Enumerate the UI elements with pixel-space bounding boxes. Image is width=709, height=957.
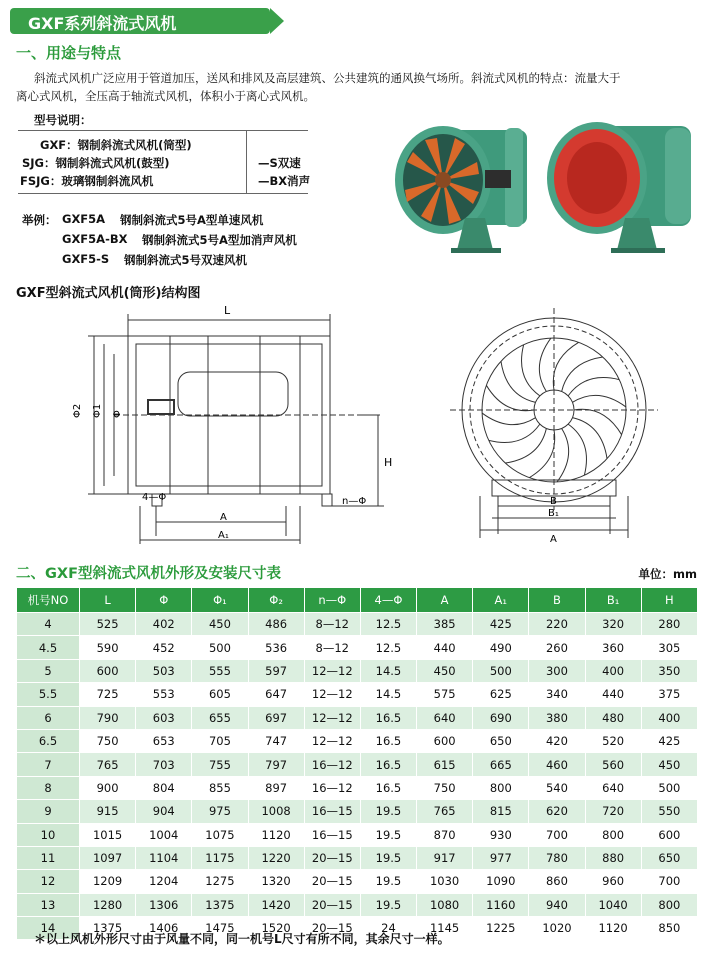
fan-photo-red — [545, 118, 705, 258]
table-cell: 765 — [417, 800, 473, 823]
table-cell: 750 — [417, 776, 473, 799]
title-banner — [10, 8, 270, 34]
table-cell: 1080 — [417, 893, 473, 916]
table-cell: 9 — [17, 800, 80, 823]
table-cell: 650 — [473, 729, 529, 752]
table-cell: 800 — [585, 823, 641, 846]
label-A1: A₁ — [218, 530, 229, 541]
table-cell: 553 — [136, 683, 192, 706]
label-nphi: n—Φ — [342, 496, 367, 507]
blade-line — [529, 430, 554, 478]
model-gxf: GXF：钢制斜流式风机(筒型) — [40, 138, 192, 152]
table-cell: 305 — [641, 636, 697, 659]
label-A: A — [220, 512, 227, 523]
table-cell: 575 — [417, 683, 473, 706]
table-cell: 800 — [641, 893, 697, 916]
table-header-cell: B — [529, 588, 585, 613]
table-cell: 480 — [585, 706, 641, 729]
table-row — [17, 683, 698, 706]
label-L: L — [224, 304, 231, 317]
table-cell: 603 — [136, 706, 192, 729]
example-desc-3: 钢制斜流式5号双速风机 — [124, 253, 248, 267]
table-cell: 615 — [417, 753, 473, 776]
table-cell: 1475 — [192, 917, 248, 940]
label-4phi: 4—Φ — [142, 492, 167, 503]
table-cell: 19.5 — [360, 893, 416, 916]
table-header-cell: B₁ — [585, 588, 641, 613]
table-cell: 1120 — [248, 823, 304, 846]
table-cell: 12—12 — [304, 729, 360, 752]
blade-line — [557, 428, 569, 481]
table-row — [17, 636, 698, 659]
table-row — [17, 659, 698, 682]
example-code-3: GXF5-S — [62, 252, 110, 266]
table-cell: 600 — [417, 729, 473, 752]
table-cell: 12—12 — [304, 706, 360, 729]
table-cell: 375 — [641, 683, 697, 706]
table-cell: 16—12 — [304, 753, 360, 776]
table-cell: 16.5 — [360, 776, 416, 799]
table-cell: 20—15 — [304, 893, 360, 916]
table-cell: 20—15 — [304, 846, 360, 869]
table-cell: 260 — [529, 636, 585, 659]
table-cell: 420 — [529, 729, 585, 752]
table-cell: 1145 — [417, 917, 473, 940]
table-cell: 16—15 — [304, 800, 360, 823]
table-cell: 1097 — [80, 846, 136, 869]
table-cell: 360 — [585, 636, 641, 659]
table-header-row — [17, 588, 698, 613]
table-cell: 4 — [17, 613, 80, 636]
table-cell: 640 — [585, 776, 641, 799]
table-cell: 697 — [248, 706, 304, 729]
table-cell: 1220 — [248, 846, 304, 869]
table-cell: 897 — [248, 776, 304, 799]
table-cell: 13 — [17, 893, 80, 916]
table-cell: 385 — [417, 613, 473, 636]
table-cell: 780 — [529, 846, 585, 869]
model-sjg: SJG：钢制斜流式风机(鼓型) — [22, 156, 170, 170]
blade-line — [489, 424, 540, 442]
table-cell: 8—12 — [304, 636, 360, 659]
table-cell: 14.5 — [360, 683, 416, 706]
table-cell: 520 — [585, 729, 641, 752]
table-cell: 930 — [473, 823, 529, 846]
blade-line — [574, 409, 622, 434]
table-cell: 5.5 — [17, 683, 80, 706]
section1-title: 一、用途与特点 — [16, 44, 122, 62]
label-phi1: Φ1 — [92, 403, 103, 418]
table-cell: 690 — [473, 706, 529, 729]
table-header-cell: A₁ — [473, 588, 529, 613]
table-header-cell: 4—Φ — [360, 588, 416, 613]
table-cell: 6.5 — [17, 729, 80, 752]
table-cell: 1306 — [136, 893, 192, 916]
table-cell: 917 — [417, 846, 473, 869]
table-row — [17, 753, 698, 776]
table-cell: 720 — [585, 800, 641, 823]
table-cell: 977 — [473, 846, 529, 869]
table-cell: 1020 — [529, 917, 585, 940]
table-cell: 525 — [80, 613, 136, 636]
table-cell: 300 — [529, 659, 585, 682]
table-cell: 790 — [80, 706, 136, 729]
table-cell: 11 — [17, 846, 80, 869]
label-phi2: Φ2 — [72, 403, 83, 418]
table-cell: 860 — [529, 870, 585, 893]
table-cell: 975 — [192, 800, 248, 823]
blade-line — [572, 395, 625, 407]
table-cell: 804 — [136, 776, 192, 799]
table-cell: 486 — [248, 613, 304, 636]
table-cell: 904 — [136, 800, 192, 823]
table-cell: 12.5 — [360, 636, 416, 659]
table-cell: 625 — [473, 683, 529, 706]
table-cell: 12.5 — [360, 613, 416, 636]
table-cell: 900 — [80, 776, 136, 799]
unit-label: 单位：mm — [638, 567, 697, 581]
table-cell: 24 — [360, 917, 416, 940]
table-cell: 500 — [473, 659, 529, 682]
table-cell: 655 — [192, 706, 248, 729]
table-cell: 5 — [17, 659, 80, 682]
table-cell: 1375 — [80, 917, 136, 940]
blade-line — [486, 385, 534, 410]
intro-line1: 斜流式风机广泛应用于管道加压，送风和排风及高层建筑、公共建筑的通风换气场所。斜流式风机的特点：流量大于 — [34, 71, 621, 85]
table-cell: 620 — [529, 800, 585, 823]
table-cell: 425 — [641, 729, 697, 752]
blade-line — [522, 345, 540, 396]
table-cell: 1420 — [248, 893, 304, 916]
table-cell: 19.5 — [360, 800, 416, 823]
table-cell: 960 — [585, 870, 641, 893]
table-cell: 665 — [473, 753, 529, 776]
label-A-front: A — [550, 534, 557, 545]
table-cell: 750 — [80, 729, 136, 752]
table-cell: 16.5 — [360, 706, 416, 729]
suffix-s: —S双速 — [258, 156, 301, 170]
footnote: ＊以上风机外形尺寸由于风量不同，同一机号L尺寸有所不同，其余尺寸一样。 — [34, 932, 450, 946]
table-cell: 700 — [529, 823, 585, 846]
blade-line — [568, 378, 619, 396]
table-cell: 765 — [80, 753, 136, 776]
table-header-cell: H — [641, 588, 697, 613]
model-box — [18, 130, 311, 194]
table-cell: 870 — [417, 823, 473, 846]
section2-title: 二、GXF型斜流式风机外形及安装尺寸表 — [16, 566, 281, 582]
table-cell: 320 — [585, 613, 641, 636]
table-cell: 700 — [641, 870, 697, 893]
table-cell: 1015 — [80, 823, 136, 846]
blade-line — [562, 357, 603, 392]
blade-line — [553, 342, 578, 390]
example-code-2: GXF5A-BX — [62, 232, 128, 246]
table-header-cell: n—Φ — [304, 588, 360, 613]
table-row — [17, 823, 698, 846]
table-cell: 1275 — [192, 870, 248, 893]
blade-line — [539, 338, 551, 391]
table-cell: 16—15 — [304, 823, 360, 846]
table-cell: 1004 — [136, 823, 192, 846]
model-label: 型号说明： — [34, 113, 92, 127]
table-cell: 16.5 — [360, 729, 416, 752]
table-body — [17, 613, 698, 940]
table-cell: 1225 — [473, 917, 529, 940]
table-cell: 915 — [80, 800, 136, 823]
table-cell: 19.5 — [360, 846, 416, 869]
table-row — [17, 846, 698, 869]
table-row — [17, 776, 698, 799]
table-cell: 20—15 — [304, 870, 360, 893]
table-header-cell: Φ₂ — [248, 588, 304, 613]
table-cell: 452 — [136, 636, 192, 659]
table-cell: 703 — [136, 753, 192, 776]
table-cell: 640 — [417, 706, 473, 729]
table-cell: 1030 — [417, 870, 473, 893]
table-cell: 1104 — [136, 846, 192, 869]
table-cell: 10 — [17, 823, 80, 846]
table-cell: 1008 — [248, 800, 304, 823]
example-label: 举例： — [22, 213, 57, 227]
table-header-cell: L — [80, 588, 136, 613]
table-cell: 450 — [641, 753, 697, 776]
table-cell: 605 — [192, 683, 248, 706]
table-header-cell: 机号NO — [17, 588, 80, 613]
intro-line2: 离心式风机，全压高于轴流式风机，体积小于离心式风机。 — [16, 89, 315, 103]
table-row — [17, 870, 698, 893]
table-cell: 590 — [80, 636, 136, 659]
table-cell: 550 — [641, 800, 697, 823]
table-cell: 1040 — [585, 893, 641, 916]
fan-photo-green — [385, 118, 545, 258]
table-cell: 450 — [417, 659, 473, 682]
table-cell: 600 — [80, 659, 136, 682]
table-cell: 1204 — [136, 870, 192, 893]
table-cell: 650 — [641, 846, 697, 869]
table-cell: 16.5 — [360, 753, 416, 776]
example-desc-1: 钢制斜流式5号A型单速风机 — [120, 213, 264, 227]
front-view-drawing — [440, 300, 670, 545]
suffix-bx: —BX消声 — [258, 174, 311, 188]
table-row — [17, 706, 698, 729]
table-cell: 755 — [192, 753, 248, 776]
label-phi: Φ — [112, 410, 123, 418]
banner-title: GXF系列斜流式风机 — [28, 14, 177, 33]
table-cell: 16—12 — [304, 776, 360, 799]
table-cell: 725 — [80, 683, 136, 706]
table-cell: 1209 — [80, 870, 136, 893]
side-view-drawing — [60, 300, 400, 545]
table-cell: 440 — [585, 683, 641, 706]
example-code-1: GXF5A — [62, 212, 106, 226]
blade-line — [568, 424, 586, 475]
table-cell: 797 — [248, 753, 304, 776]
table-cell: 280 — [641, 613, 697, 636]
table-cell: 8 — [17, 776, 80, 799]
table-cell: 12—12 — [304, 659, 360, 682]
table-header-cell: Φ — [136, 588, 192, 613]
table-cell: 14.5 — [360, 659, 416, 682]
table-cell: 1075 — [192, 823, 248, 846]
model-fsjg: FSJG：玻璃钢制斜流风机 — [20, 174, 154, 188]
table-cell: 1520 — [248, 917, 304, 940]
table-cell: 855 — [192, 776, 248, 799]
table-cell: 350 — [641, 659, 697, 682]
table-cell: 425 — [473, 613, 529, 636]
table-cell: 1175 — [192, 846, 248, 869]
table-cell: 460 — [529, 753, 585, 776]
blade-line — [501, 361, 536, 402]
example-desc-2: 钢制斜流式5号A型加消声风机 — [142, 233, 297, 247]
blade-line — [572, 418, 607, 459]
table-cell: 440 — [417, 636, 473, 659]
spec-table — [16, 587, 698, 940]
table-cell: 402 — [136, 613, 192, 636]
table-cell: 400 — [641, 706, 697, 729]
table-cell: 19.5 — [360, 823, 416, 846]
table-row — [17, 893, 698, 916]
label-B: B — [550, 496, 557, 507]
table-cell: 380 — [529, 706, 585, 729]
table-cell: 1375 — [192, 893, 248, 916]
table-cell: 6 — [17, 706, 80, 729]
label-H: H — [384, 456, 393, 469]
table-cell: 500 — [192, 636, 248, 659]
table-cell: 880 — [585, 846, 641, 869]
table-header-cell: A — [417, 588, 473, 613]
table-cell: 1320 — [248, 870, 304, 893]
table-cell: 815 — [473, 800, 529, 823]
table-cell: 1160 — [473, 893, 529, 916]
table-row — [17, 800, 698, 823]
table-cell: 560 — [585, 753, 641, 776]
table-cell: 500 — [641, 776, 697, 799]
table-cell: 4.5 — [17, 636, 80, 659]
table-cell: 705 — [192, 729, 248, 752]
table-cell: 1280 — [80, 893, 136, 916]
table-cell: 340 — [529, 683, 585, 706]
table-cell: 1090 — [473, 870, 529, 893]
table-cell: 540 — [529, 776, 585, 799]
table-cell: 747 — [248, 729, 304, 752]
table-cell: 8—12 — [304, 613, 360, 636]
blade-line — [482, 413, 535, 425]
table-cell: 7 — [17, 753, 80, 776]
table-cell: 19.5 — [360, 870, 416, 893]
table-cell: 1406 — [136, 917, 192, 940]
table-cell: 536 — [248, 636, 304, 659]
table-cell: 12 — [17, 870, 80, 893]
table-cell: 555 — [192, 659, 248, 682]
table-cell: 12—12 — [304, 683, 360, 706]
table-cell: 400 — [585, 659, 641, 682]
table-cell: 940 — [529, 893, 585, 916]
table-cell: 20—15 — [304, 917, 360, 940]
table-cell: 1120 — [585, 917, 641, 940]
diagram-title: GXF型斜流式风机(筒形)结构图 — [16, 286, 201, 301]
model-box-divider — [246, 131, 247, 193]
table-cell: 597 — [248, 659, 304, 682]
table-cell: 600 — [641, 823, 697, 846]
label-B1: B₁ — [548, 508, 559, 519]
table-row — [17, 613, 698, 636]
table-cell: 14 — [17, 917, 80, 940]
table-cell: 647 — [248, 683, 304, 706]
table-row — [17, 729, 698, 752]
table-cell: 220 — [529, 613, 585, 636]
table-cell: 850 — [641, 917, 697, 940]
table-cell: 653 — [136, 729, 192, 752]
table-cell: 450 — [192, 613, 248, 636]
table-cell: 490 — [473, 636, 529, 659]
table-header-cell: Φ₁ — [192, 588, 248, 613]
table-cell: 800 — [473, 776, 529, 799]
blade-line — [505, 428, 546, 463]
table-cell: 503 — [136, 659, 192, 682]
